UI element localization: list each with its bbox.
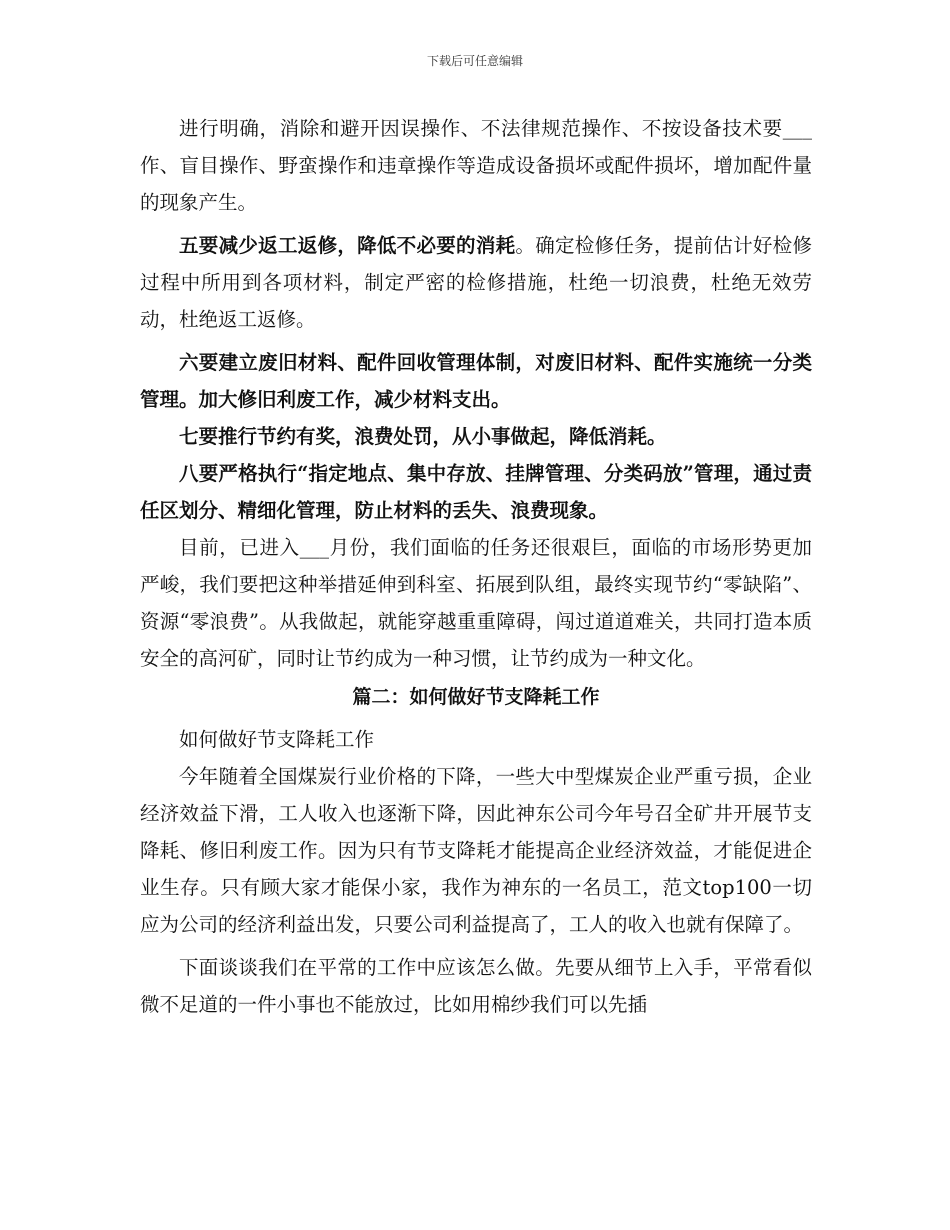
paragraph-heading-bold: 五要减少返工返修，降低不必要的消耗: [179, 234, 516, 257]
paragraph-equipment-operation: 进行明确，消除和避开因误操作、不法律规范操作、不按设备技术要___作、盲目操作、野蛮操作和违章操作等造成设备损坏或配件损坏，增加配件量的现象产生。: [140, 117, 812, 214]
paragraph-reduce-rework: [140, 227, 812, 338]
section-title: 篇二：如何做好节支降耗工作: [352, 686, 600, 708]
page-header: 下载后可任意编辑: [426, 54, 523, 68]
paragraph-current-situation: 目前，已进入___月份，我们面临的任务还很艰巨，面临的市场形势更加严峻，我们要把这种举措延伸到科室、拓展到队组，最终实现节约“零缺陷”、资源“零浪费”。从我做起，就能穿越重重障碍，闯过道道难关，共同打造本质安全的高河矿，同时让节约成为一种习惯，让节约成为一种文化。: [140, 536, 812, 670]
paragraph-background: 今年随着全国煤炭行业价格的下降，一些大中型煤炭企业严重亏损，企业经济效益下滑，工人收入也逐渐下降，因此神东公司今年号召全矿井开展节支降耗、修旧利废工作。因为只有节支降耗才能提高企业经济效益，才能促进企业生存。只有顾大家才能保小家，我作为神东的一名员工，范文top100一切应为公司的经济利益出发，只要公司利益提高了，工人的收入也就有保障了。: [140, 765, 812, 936]
paragraph-body-text: 。确定检修任务，提前估计好检修过程中所用到各项材料，制定严密的检修措施，杜绝一切浪费，杜绝无效劳动，杜绝返工返修。: [140, 234, 812, 331]
document-body: [140, 110, 812, 1023]
paragraph-recycling-system: 六要建立废旧材料、配件回收管理体制，对废旧材料、配件实施统一分类管理。加大修旧利废工作，减少材料支出。: [140, 351, 812, 411]
paragraph-practice: 下面谈谈我们在平常的工作中应该怎么做。先要从细节上入手，平常看似微不足道的一件小事也不能放过，比如用棉纱我们可以先插: [140, 956, 812, 1016]
paragraph-strict-storage: 八要严格执行“指定地点、集中存放、挂牌管理、分类码放”管理，通过责任区划分、精细化管理，防止材料的丢失、浪费现象。: [140, 462, 812, 522]
paragraph-reward-penalty: 七要推行节约有奖，浪费处罚，从小事做起，降低消耗。: [179, 425, 667, 448]
paragraph-subtitle: 如何做好节支降耗工作: [179, 728, 375, 751]
